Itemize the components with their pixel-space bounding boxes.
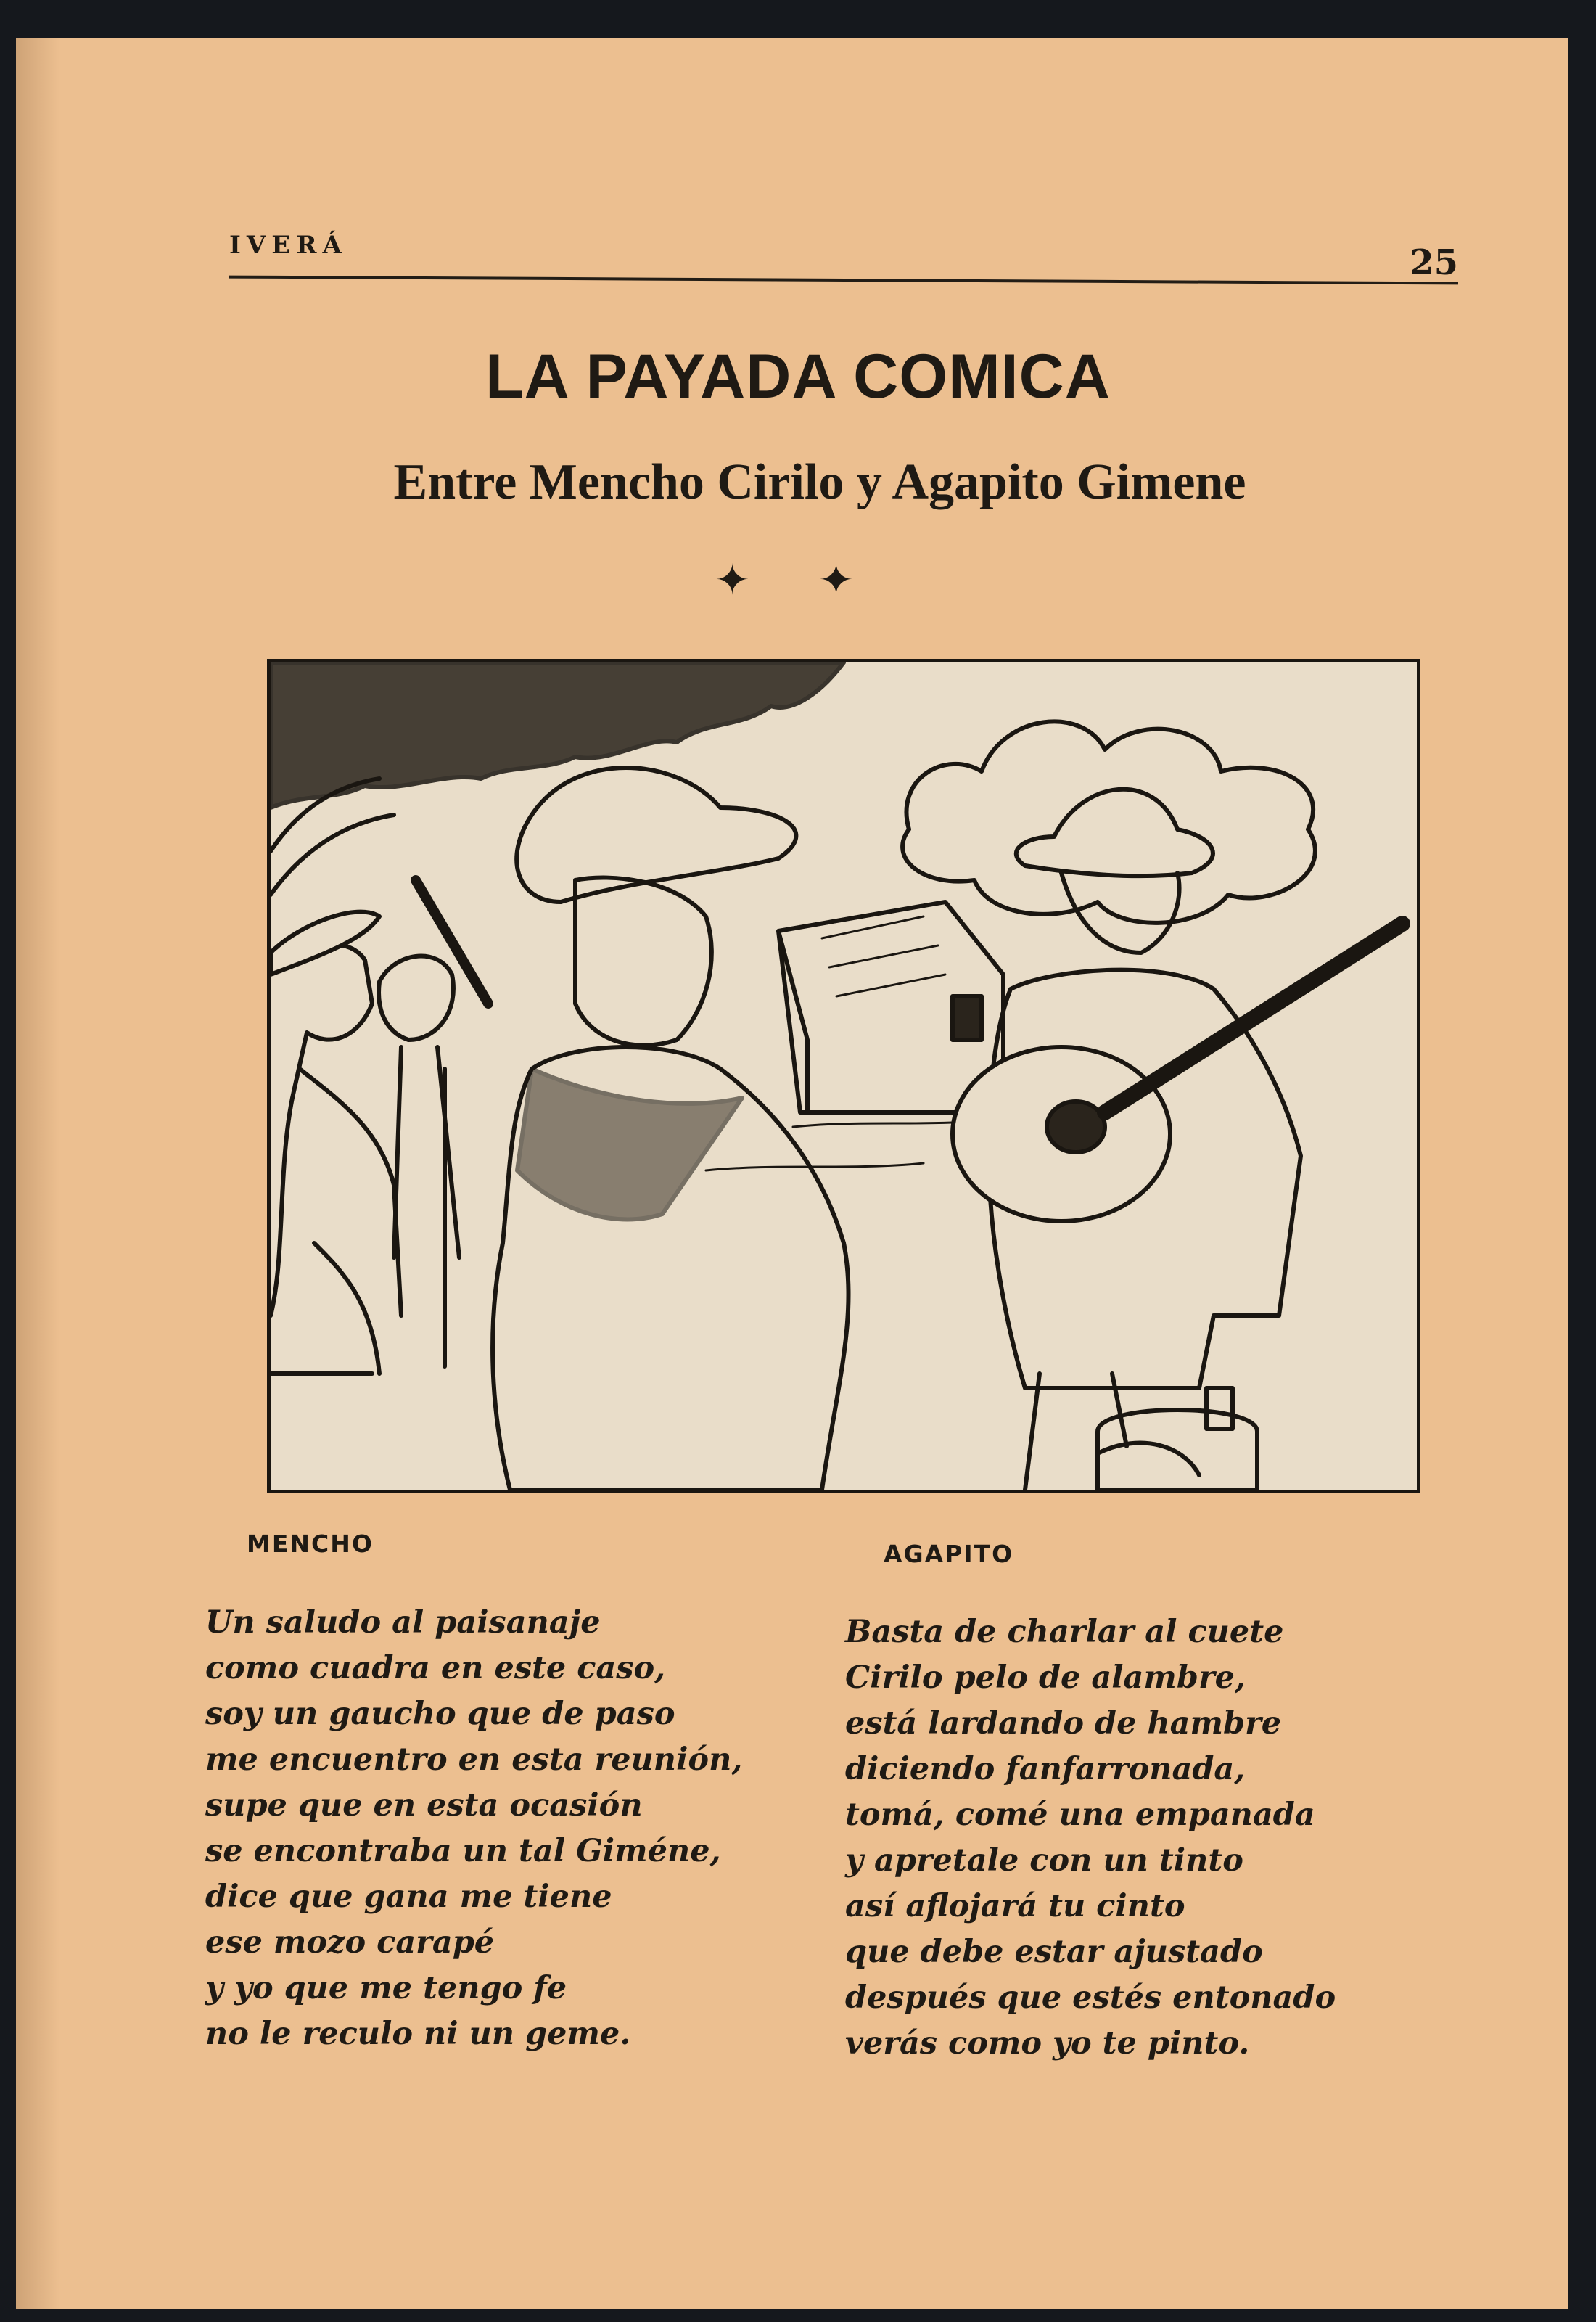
page-title: LA PAYADA COMICA xyxy=(485,342,1111,411)
verse-line: verás como yo te pinto. xyxy=(845,2025,1250,2062)
verse-line: dice que gana me tiene xyxy=(205,1879,612,1915)
verse-line: no le reculo ni un geme. xyxy=(205,2016,631,2052)
wine-glass xyxy=(1206,1388,1233,1429)
center-gaucho-hat xyxy=(517,768,796,902)
speaker-agapito: AGAPITO xyxy=(884,1540,1014,1568)
verse-line: y apretale con un tinto xyxy=(845,1842,1243,1879)
house-window xyxy=(953,996,982,1040)
verse-line: Cirilo pelo de alambre, xyxy=(845,1660,1246,1696)
verse-line: diciendo fanfarronada, xyxy=(845,1751,1246,1787)
guitarist-hat xyxy=(1016,789,1213,876)
payada-scene-illustration xyxy=(267,659,1420,1493)
verse-line: y yo que me tengo fe xyxy=(205,1970,567,2006)
center-gaucho-head xyxy=(575,878,712,1046)
verse-line: después que estés entonado xyxy=(845,1980,1336,2016)
verse-line: tomá, comé una empanada xyxy=(845,1797,1315,1833)
running-head: IVERÁ xyxy=(229,231,347,260)
illustration-drawing xyxy=(271,662,1417,1490)
verse-line: supe que en esta ocasión xyxy=(205,1787,643,1823)
verse-line: me encuentro en esta reunión, xyxy=(205,1742,743,1778)
verse-line: se encontraba un tal Giméne, xyxy=(205,1833,721,1869)
page-subtitle: Entre Mencho Cirilo y Agapito Gimene xyxy=(393,454,1246,510)
verse-line: ese mozo carapé xyxy=(205,1924,495,1961)
ornament-stars: ✦ ✦ xyxy=(715,555,881,604)
verse-agapito xyxy=(845,1609,1336,2067)
verse-line: está lardando de hambre xyxy=(845,1705,1282,1742)
speaker-mencho: MENCHO xyxy=(247,1530,374,1558)
seated-hat-left xyxy=(271,912,379,975)
verse-mencho xyxy=(205,1600,742,2057)
center-gaucho-poncho xyxy=(517,1069,742,1220)
page-number: 25 xyxy=(1410,242,1458,283)
guitar-neck xyxy=(1105,924,1402,1112)
guitarist-face xyxy=(1061,873,1180,953)
verse-line: así aflojará tu cinto xyxy=(845,1888,1185,1924)
verse-line: que debe estar ajustado xyxy=(845,1934,1263,1970)
verse-line: como cuadra en este caso, xyxy=(205,1650,666,1686)
old-man-figure xyxy=(379,956,459,1366)
verse-line: soy un gaucho que de paso xyxy=(205,1696,675,1732)
page-header xyxy=(225,194,1458,283)
verse-line: Basta de charlar al cuete xyxy=(845,1614,1284,1650)
guitarist-legs xyxy=(1025,1374,1199,1490)
verse-line: Un saludo al paisanaje xyxy=(205,1604,601,1641)
